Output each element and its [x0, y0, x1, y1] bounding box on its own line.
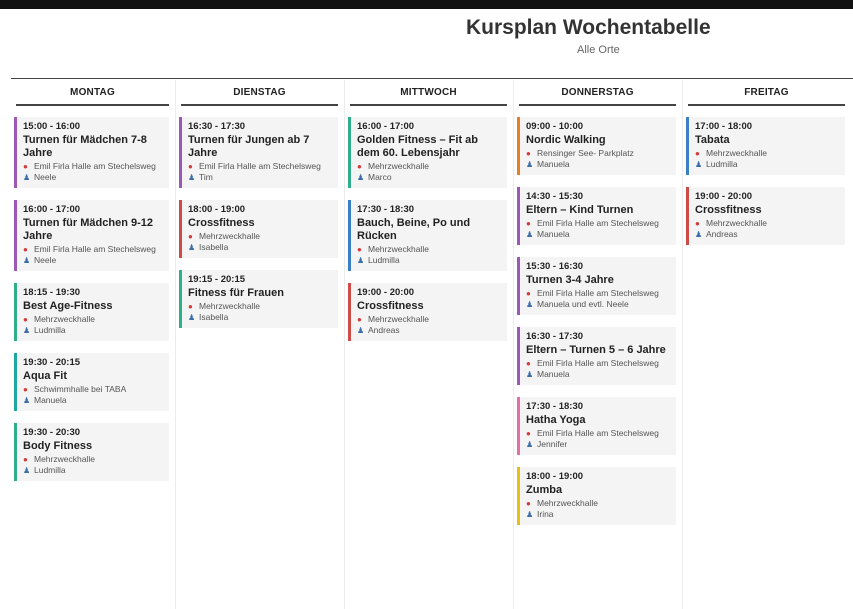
course-trainer: Manuela	[537, 369, 570, 379]
course-card[interactable]	[517, 187, 676, 245]
course-location: Schwimmhalle bei TABA	[34, 384, 127, 394]
user-icon: ♟	[357, 256, 365, 265]
course-name: Fitness für Frauen	[188, 287, 284, 299]
user-icon: ♟	[188, 243, 196, 252]
course-time: 19:00 - 20:00	[357, 287, 415, 298]
course-location: Mehrzweckhalle	[199, 231, 260, 241]
map-pin-icon: ●	[357, 315, 362, 324]
course-trainer: Marco	[368, 172, 392, 182]
course-time: 17:30 - 18:30	[526, 401, 584, 412]
course-trainer: Andreas	[368, 325, 400, 335]
course-time: 18:00 - 19:00	[188, 204, 246, 215]
course-location: Mehrzweckhalle	[34, 314, 95, 324]
course-trainer: Ludmilla	[706, 159, 738, 169]
course-card[interactable]	[179, 200, 338, 258]
course-trainer: Isabella	[199, 242, 229, 252]
course-name: Tabata	[695, 134, 730, 146]
course-location: Emil Firla Halle am Stechelsweg	[34, 244, 156, 254]
day-heading: MONTAG	[16, 80, 169, 106]
course-trainer: Irina	[537, 509, 554, 519]
course-time: 19:15 - 20:15	[188, 274, 246, 285]
course-time: 15:00 - 16:00	[23, 121, 81, 132]
user-icon: ♟	[23, 326, 31, 335]
course-location: Mehrzweckhalle	[706, 148, 767, 158]
course-location: Emil Firla Halle am Stechelsweg	[537, 218, 659, 228]
map-pin-icon: ●	[188, 232, 193, 241]
course-name: Bauch, Beine, Po und Rücken	[357, 217, 471, 242]
course-name: Crossfitness	[188, 217, 255, 229]
day-column-montag	[11, 80, 174, 609]
course-name: Crossfitness	[695, 204, 762, 216]
map-pin-icon: ●	[526, 149, 531, 158]
map-pin-icon: ●	[526, 289, 531, 298]
header-divider	[11, 78, 853, 79]
map-pin-icon: ●	[695, 219, 700, 228]
day-column-mittwoch	[344, 80, 512, 609]
user-icon: ♟	[357, 326, 365, 335]
course-name: Hatha Yoga	[526, 414, 586, 426]
map-pin-icon: ●	[526, 219, 531, 228]
course-card[interactable]	[14, 283, 169, 341]
day-heading: FREITAG	[688, 80, 845, 106]
course-time: 16:30 - 17:30	[526, 331, 584, 342]
course-trainer: Andreas	[706, 229, 738, 239]
course-trainer: Isabella	[199, 312, 229, 322]
course-name: Golden Fitness – Fit ab dem 60. Lebensjahr	[357, 134, 479, 159]
user-icon: ♟	[526, 230, 534, 239]
course-card[interactable]	[348, 117, 507, 188]
course-card[interactable]	[179, 270, 338, 328]
course-card[interactable]	[348, 200, 507, 271]
user-icon: ♟	[23, 466, 31, 475]
user-icon: ♟	[188, 313, 196, 322]
course-name: Nordic Walking	[526, 134, 606, 146]
map-pin-icon: ●	[23, 245, 28, 254]
course-card[interactable]	[14, 423, 169, 481]
course-trainer: Tim	[199, 172, 213, 182]
course-location: Mehrzweckhalle	[368, 161, 429, 171]
course-time: 19:00 - 20:00	[695, 191, 753, 202]
course-location: Emil Firla Halle am Stechelsweg	[537, 428, 659, 438]
map-pin-icon: ●	[357, 245, 362, 254]
course-time: 18:00 - 19:00	[526, 471, 584, 482]
map-pin-icon: ●	[23, 162, 28, 171]
map-pin-icon: ●	[695, 149, 700, 158]
course-time: 15:30 - 16:30	[526, 261, 584, 272]
course-location: Rensinger See- Parkplatz	[537, 148, 634, 158]
course-name: Crossfitness	[357, 300, 424, 312]
course-time: 19:30 - 20:30	[23, 427, 81, 438]
user-icon: ♟	[526, 300, 534, 309]
course-name: Best Age-Fitness	[23, 300, 113, 312]
course-name: Turnen für Mädchen 9-12 Jahre	[23, 217, 153, 242]
course-location: Mehrzweckhalle	[199, 301, 260, 311]
course-name: Eltern – Kind Turnen	[526, 204, 634, 216]
course-card[interactable]	[348, 283, 507, 341]
course-time: 16:30 - 17:30	[188, 121, 246, 132]
course-name: Zumba	[526, 484, 563, 496]
course-name: Turnen 3-4 Jahre	[526, 274, 614, 286]
course-time: 09:00 - 10:00	[526, 121, 584, 132]
course-trainer: Ludmilla	[34, 465, 66, 475]
day-heading: MITTWOCH	[350, 80, 507, 106]
course-time: 17:00 - 18:00	[695, 121, 753, 132]
course-card[interactable]	[14, 200, 169, 271]
course-trainer: Ludmilla	[368, 255, 400, 265]
map-pin-icon: ●	[526, 359, 531, 368]
course-trainer: Manuela	[537, 159, 570, 169]
course-location: Emil Firla Halle am Stechelsweg	[537, 358, 659, 368]
course-card[interactable]	[14, 353, 169, 411]
course-name: Turnen für Jungen ab 7 Jahre	[188, 134, 310, 159]
course-trainer: Neele	[34, 172, 57, 182]
course-location: Mehrzweckhalle	[537, 498, 598, 508]
course-location: Emil Firla Halle am Stechelsweg	[537, 288, 659, 298]
course-card[interactable]	[686, 117, 845, 175]
map-pin-icon: ●	[188, 302, 193, 311]
course-trainer: Manuela	[34, 395, 67, 405]
course-card[interactable]	[179, 117, 338, 188]
map-pin-icon: ●	[357, 162, 362, 171]
course-time: 19:30 - 20:15	[23, 357, 81, 368]
user-icon: ♟	[526, 440, 534, 449]
course-trainer: Manuela	[537, 229, 570, 239]
course-card[interactable]	[517, 397, 676, 455]
course-card[interactable]	[517, 117, 676, 175]
user-icon: ♟	[695, 160, 703, 169]
day-column-donnerstag	[513, 80, 681, 609]
course-name: Eltern – Turnen 5 – 6 Jahre	[526, 344, 666, 356]
course-card[interactable]	[14, 117, 169, 188]
page-title: Kursplan Wochentabelle	[466, 16, 711, 39]
course-name: Body Fitness	[23, 440, 93, 452]
day-column-dienstag	[175, 80, 343, 609]
course-time: 14:30 - 15:30	[526, 191, 584, 202]
map-pin-icon: ●	[23, 385, 28, 394]
day-heading: DONNERSTAG	[519, 80, 676, 106]
user-icon: ♟	[23, 256, 31, 265]
course-name: Aqua Fit	[23, 370, 67, 382]
course-trainer: Manuela und evtl. Neele	[537, 299, 629, 309]
user-icon: ♟	[23, 396, 31, 405]
course-location: Emil Firla Halle am Stechelsweg	[34, 161, 156, 171]
course-card[interactable]	[517, 257, 676, 315]
day-column-freitag	[682, 80, 850, 609]
course-location: Mehrzweckhalle	[368, 244, 429, 254]
course-trainer: Jennifer	[537, 439, 568, 449]
top-bar	[0, 0, 853, 9]
course-time: 18:15 - 19:30	[23, 287, 81, 298]
user-icon: ♟	[526, 160, 534, 169]
course-card[interactable]	[517, 327, 676, 385]
course-time: 16:00 - 17:00	[357, 121, 415, 132]
user-icon: ♟	[357, 173, 365, 182]
user-icon: ♟	[526, 510, 534, 519]
course-location: Mehrzweckhalle	[34, 454, 95, 464]
user-icon: ♟	[695, 230, 703, 239]
map-pin-icon: ●	[526, 429, 531, 438]
map-pin-icon: ●	[188, 162, 193, 171]
course-name: Turnen für Mädchen 7-8 Jahre	[23, 134, 147, 159]
course-location: Mehrzweckhalle	[706, 218, 767, 228]
user-icon: ♟	[188, 173, 196, 182]
course-time: 17:30 - 18:30	[357, 204, 415, 215]
course-trainer: Neele	[34, 255, 57, 265]
course-card[interactable]	[686, 187, 845, 245]
map-pin-icon: ●	[23, 455, 28, 464]
user-icon: ♟	[526, 370, 534, 379]
day-heading: DIENSTAG	[181, 80, 338, 106]
map-pin-icon: ●	[526, 499, 531, 508]
course-trainer: Ludmilla	[34, 325, 66, 335]
map-pin-icon: ●	[23, 315, 28, 324]
course-card[interactable]	[517, 467, 676, 525]
course-time: 16:00 - 17:00	[23, 204, 81, 215]
course-location: Emil Firla Halle am Stechelsweg	[199, 161, 321, 171]
user-icon: ♟	[23, 173, 31, 182]
course-location: Mehrzweckhalle	[368, 314, 429, 324]
page-subtitle: Alle Orte	[577, 44, 620, 56]
